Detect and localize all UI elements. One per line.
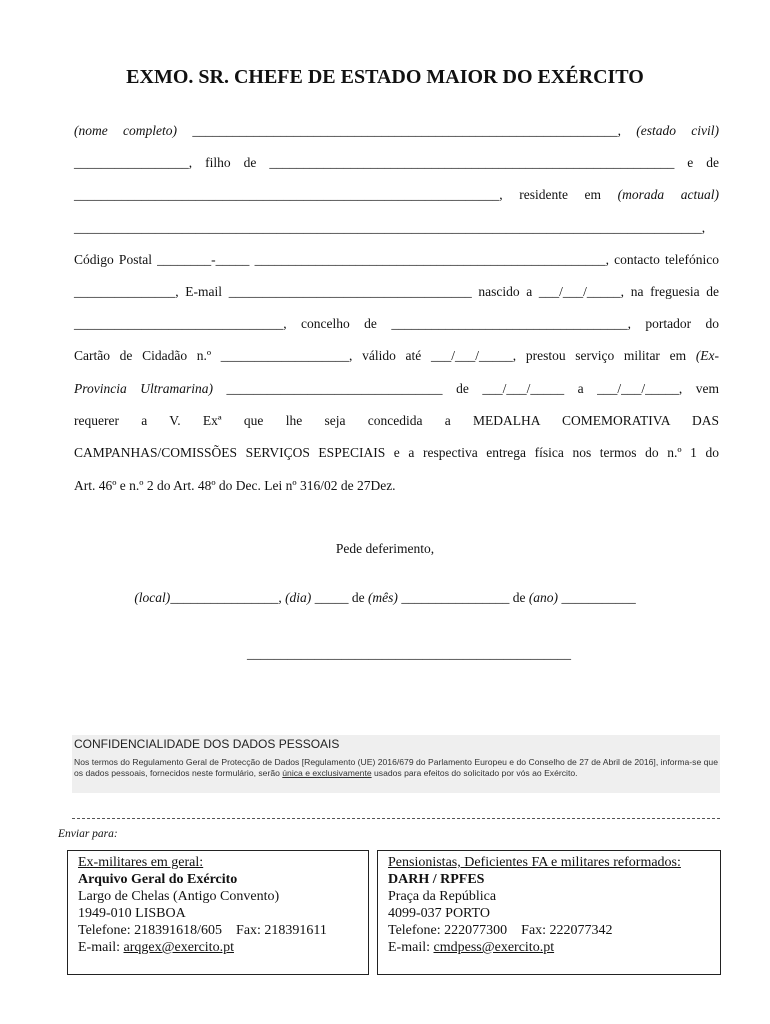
box2-email-link[interactable]: cmdpess@exercito.pt bbox=[433, 940, 555, 955]
father-field[interactable]: ____________________________________________________________ bbox=[269, 155, 675, 170]
form-line-2 bbox=[74, 154, 719, 172]
form-line-3 bbox=[74, 186, 719, 204]
box2-address: Praça da República bbox=[388, 889, 497, 904]
form-line-8 bbox=[74, 347, 719, 365]
form-line-11 bbox=[74, 444, 719, 462]
signature-line[interactable]: ________________________________________________ bbox=[247, 646, 571, 661]
year-label: (ano) bbox=[528, 590, 559, 605]
phone-label: contacto telefónico bbox=[614, 252, 720, 267]
holder-label: portador do bbox=[645, 316, 720, 331]
form-line-12 bbox=[74, 477, 719, 495]
word: concedida bbox=[367, 413, 423, 428]
form-line-7 bbox=[74, 315, 719, 333]
word: requerer bbox=[74, 413, 119, 428]
word: a bbox=[444, 413, 451, 428]
box1-org: Arquivo Geral do Exército bbox=[78, 872, 238, 887]
year-field[interactable]: ___________ bbox=[561, 590, 636, 605]
month-field[interactable]: ________________ de bbox=[401, 590, 526, 605]
name-field[interactable]: _______________________________________________________________, bbox=[192, 123, 621, 138]
request-label: vem bbox=[695, 381, 720, 396]
address-box-lisboa bbox=[67, 850, 369, 975]
legal-text-end: Art. 46º e n.º 2 do Art. 48º do Dec. Lei nº 316/02 de 27Dez. bbox=[74, 478, 396, 493]
box2-phone: Telefone: 222077300 bbox=[388, 923, 508, 938]
mother-label: e de bbox=[687, 155, 720, 170]
address-field[interactable]: _____________________________________________________________________________________________, bbox=[74, 220, 706, 235]
form-line-6 bbox=[74, 283, 719, 301]
box1-fax: Fax: 218391611 bbox=[236, 923, 327, 938]
word: Exª bbox=[202, 413, 222, 428]
word: V. bbox=[169, 413, 181, 428]
valid-until-field[interactable]: válido até ___/___/_____, bbox=[362, 348, 517, 363]
word: MEDALHA bbox=[472, 413, 540, 428]
father-label: filho de bbox=[205, 155, 257, 170]
box1-postal: 1949-010 LISBOA bbox=[78, 906, 186, 921]
confidentiality-text-part: Nos termos do Regulamento Geral de Protecção de Dados [Regulamento (UE) 2016/679 do Parlamento Europeu e do Conselho de 27 de Abril de 2016], informa-se que os dados pessoais, fornecidos neste formulário, serão bbox=[74, 757, 718, 778]
confidentiality-text-underlined: única e exclusivamente bbox=[282, 767, 372, 778]
address-box-porto bbox=[377, 850, 721, 975]
box2-heading: Pensionistas, Deficientes FA e militares reformados: bbox=[388, 855, 681, 870]
box2-postal: 4099-037 PORTO bbox=[388, 906, 490, 921]
name-label: (nome completo) bbox=[74, 123, 178, 138]
local-field[interactable]: ________________, bbox=[170, 590, 282, 605]
municipality-field[interactable]: ___________________________________, bbox=[391, 316, 631, 331]
postal-code-field[interactable]: Código Postal ________-_____ bbox=[74, 252, 250, 267]
email-field[interactable]: E-mail ____________________________________ bbox=[185, 284, 472, 299]
service-to-field[interactable]: a ___/___/_____, bbox=[577, 381, 683, 396]
confidentiality-text-part: usados para efeitos do solicitado por vós ao Exército. bbox=[371, 767, 578, 778]
municipality-label: concelho de bbox=[301, 316, 377, 331]
civil-status-label: (estado civil) bbox=[636, 123, 720, 138]
box2-fax: Fax: 222077342 bbox=[521, 923, 613, 938]
word: a bbox=[141, 413, 148, 428]
parish-field[interactable]: _______________________________, bbox=[74, 316, 287, 331]
form-line-1 bbox=[74, 122, 719, 140]
send-to-label: Enviar para: bbox=[58, 828, 118, 840]
box1-heading: Ex-militares em geral: bbox=[78, 855, 204, 870]
request-text: Pede deferimento, bbox=[335, 541, 435, 556]
word: COMEMORATIVA bbox=[561, 413, 670, 428]
id-card-field[interactable]: Cartão de Cidadão n.º ___________________, bbox=[74, 348, 353, 363]
page-title: EXMO. SR. CHEFE DE ESTADO MAIOR DO EXÉRCITO bbox=[126, 66, 644, 88]
word: que bbox=[243, 413, 264, 428]
box2-org: DARH / RPFES bbox=[388, 872, 485, 887]
phone-field-cont[interactable]: _______________, bbox=[74, 284, 179, 299]
confidentiality-title: CONFIDENCIALIDADE DOS DADOS PESSOAIS bbox=[74, 737, 340, 751]
province-field[interactable]: ________________________________ bbox=[226, 381, 443, 396]
divider bbox=[72, 818, 720, 819]
mother-field[interactable]: _______________________________________________________________, bbox=[74, 187, 503, 202]
form-line-9 bbox=[74, 380, 719, 398]
box1-email-label: E-mail: bbox=[78, 940, 124, 955]
box1-phone: Telefone: 218391618/605 bbox=[78, 923, 223, 938]
province-label: Provincia Ultramarina) bbox=[74, 381, 214, 396]
birth-date-field[interactable]: nascido a ___/___/_____, bbox=[478, 284, 625, 299]
residence-label: residente em bbox=[519, 187, 602, 202]
word: seja bbox=[324, 413, 346, 428]
parish-label: na freguesia de bbox=[630, 284, 720, 299]
month-label: (mês) bbox=[367, 590, 398, 605]
box2-email-label: E-mail: bbox=[388, 940, 434, 955]
civil-status-field[interactable]: _________________, bbox=[74, 155, 193, 170]
legal-text: CAMPANHAS/COMISSÕES SERVIÇOS ESPECIAIS e a respectiva entrega física nos termos do n.º 1 do bbox=[74, 445, 719, 460]
form-line-4 bbox=[74, 219, 719, 237]
phone-field[interactable]: ____________________________________________________, bbox=[254, 252, 609, 267]
confidentiality-text bbox=[74, 757, 718, 778]
box1-email-link[interactable]: arqgex@exercito.pt bbox=[123, 940, 234, 955]
service-label: prestou serviço militar em bbox=[525, 348, 687, 363]
box1-address: Largo de Chelas (Antigo Convento) bbox=[78, 889, 280, 904]
date-line bbox=[0, 590, 770, 606]
form-line-10 bbox=[74, 412, 719, 430]
word: lhe bbox=[285, 413, 303, 428]
day-field[interactable]: _____ de bbox=[314, 590, 365, 605]
day-label: (dia) bbox=[285, 590, 312, 605]
form-line-5 bbox=[74, 251, 719, 269]
service-location-label: (Ex- bbox=[695, 348, 720, 363]
confidentiality-box bbox=[72, 735, 720, 793]
local-label: (local) bbox=[134, 590, 171, 605]
word: DAS bbox=[692, 413, 720, 428]
address-label: (morada actual) bbox=[617, 187, 720, 202]
service-from-field[interactable]: de ___/___/_____ bbox=[456, 381, 565, 396]
